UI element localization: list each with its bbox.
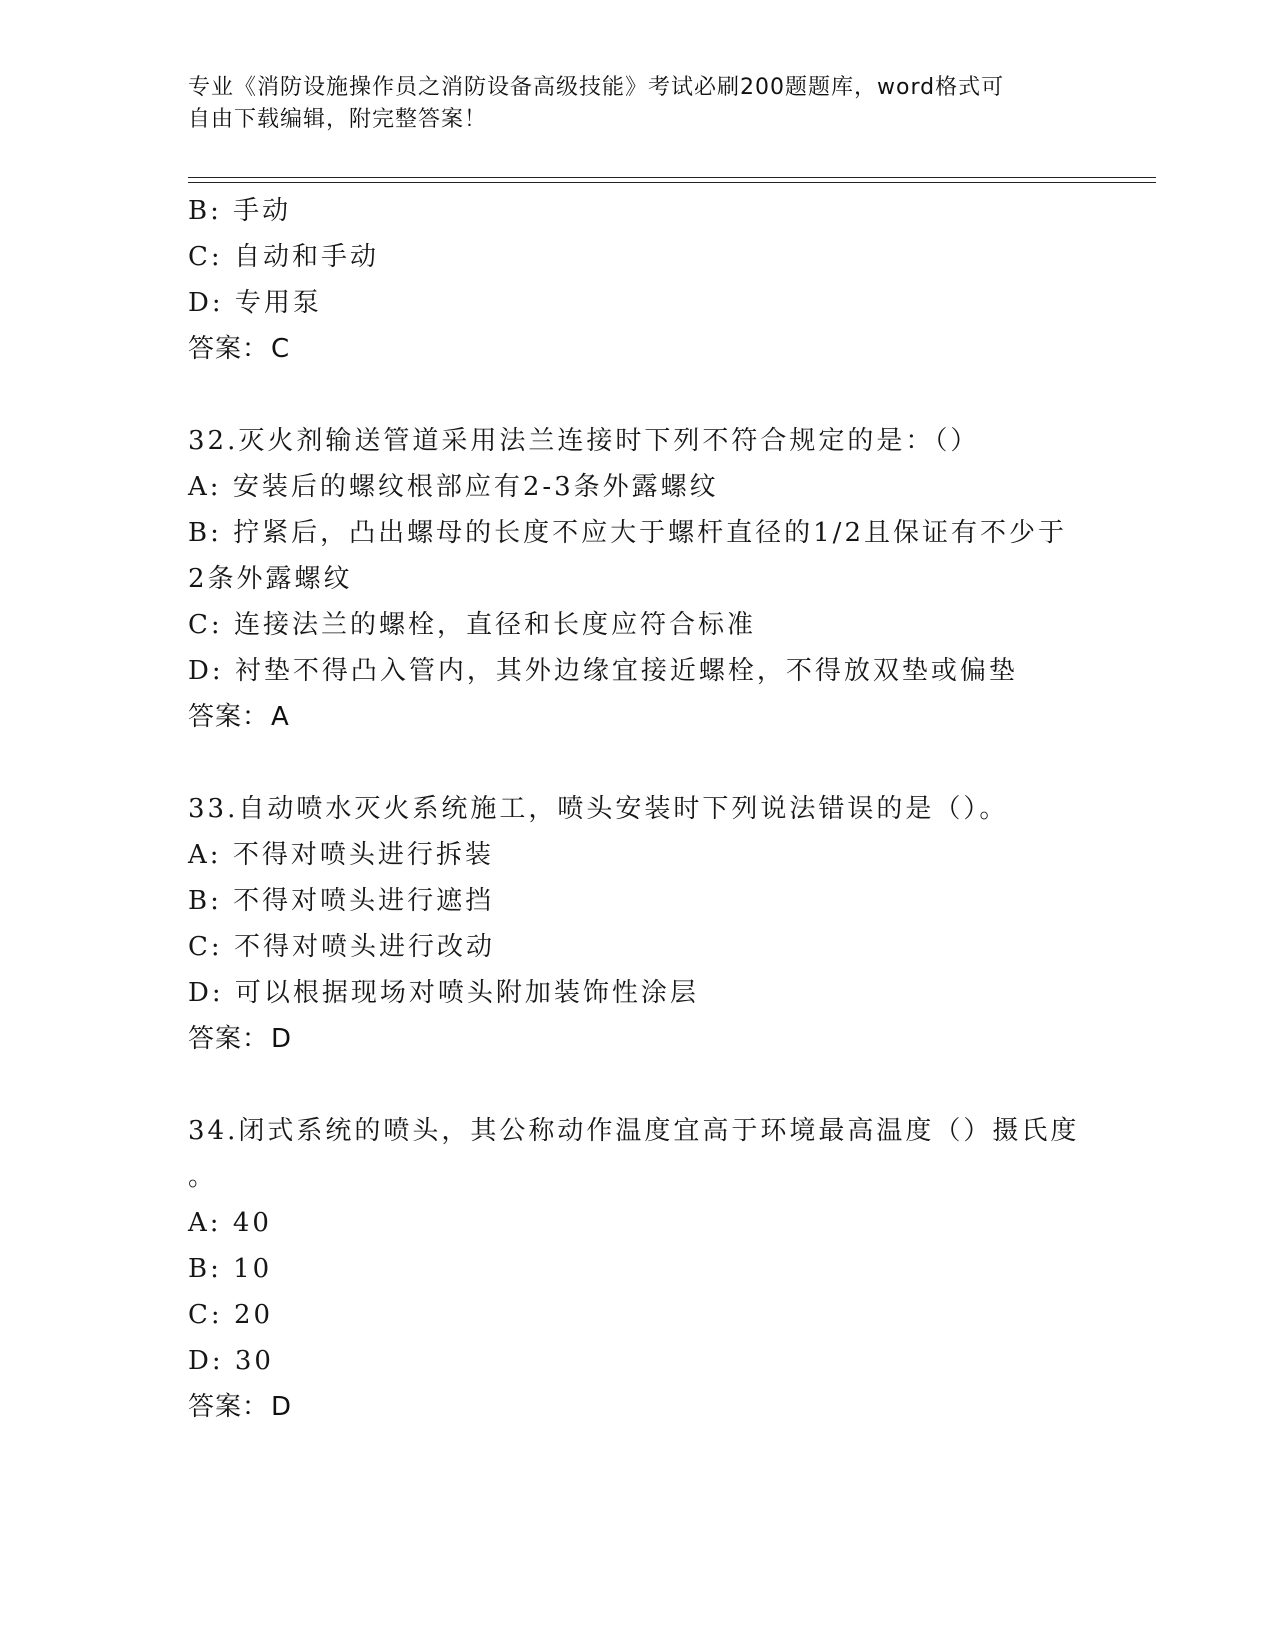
option-line <box>188 464 1088 510</box>
option-sep: : <box>210 1254 234 1284</box>
option-text: 衬垫不得凸入管内，其外边缘宜接近螺栓，不得放双垫或偏垫 <box>234 656 1018 686</box>
option-key: A <box>188 840 210 870</box>
option-line <box>188 1292 1088 1338</box>
question-33 <box>188 786 1088 1062</box>
question-32 <box>188 418 1088 740</box>
option-text: 不得对喷头进行拆装 <box>232 840 494 870</box>
option-sep: : <box>209 1208 233 1238</box>
option-sep: : <box>211 978 235 1008</box>
option-line <box>188 602 1088 648</box>
option-key: A <box>188 472 210 502</box>
option-line <box>188 878 1088 924</box>
option-text: 不得对喷头进行遮挡 <box>233 886 495 916</box>
option-line <box>188 234 1088 280</box>
header-divider-bottom <box>188 182 1156 183</box>
option-sep: : <box>209 840 233 870</box>
option-line <box>188 510 1088 556</box>
option-sep: : <box>210 610 234 640</box>
question-number: 33. <box>188 794 239 824</box>
option-text: 10 <box>233 1254 273 1284</box>
option-line <box>188 1338 1088 1384</box>
option-sep: : <box>211 288 235 318</box>
option-line <box>188 832 1088 878</box>
question-number: 34. <box>188 1116 239 1146</box>
option-line <box>188 280 1088 326</box>
option-sep: : <box>210 242 234 272</box>
answer-label: 答案： <box>188 1024 270 1054</box>
option-text: 30 <box>234 1346 274 1376</box>
option-text: 40 <box>232 1208 272 1238</box>
answer-value: A <box>271 702 290 732</box>
option-line <box>188 188 1088 234</box>
option-key: C <box>188 610 211 640</box>
option-text: 2条外露螺纹 <box>188 564 353 594</box>
option-sep: : <box>210 518 234 548</box>
option-key: D <box>188 656 212 686</box>
option-key: C <box>188 1300 211 1330</box>
option-text: 手动 <box>233 196 292 226</box>
header-line-2: 自由下载编辑，附完整答案！ <box>188 107 488 132</box>
option-line <box>188 648 1088 694</box>
option-text: 专用泵 <box>234 288 322 318</box>
option-key: B <box>188 518 211 548</box>
answer-label: 答案： <box>188 702 270 732</box>
option-sep: : <box>210 196 234 226</box>
question-text: 闭式系统的喷头，其公称动作温度宜高于环境最高温度（）摄氏度 <box>238 1116 1080 1146</box>
option-key: D <box>188 1346 212 1376</box>
option-sep: : <box>209 472 233 502</box>
header-divider-top <box>188 177 1156 178</box>
question-list <box>188 188 1088 1476</box>
option-text: 连接法兰的螺栓，直径和长度应符合标准 <box>233 610 756 640</box>
option-key: C <box>188 932 211 962</box>
question-stem-continuation: 。 <box>188 1162 218 1192</box>
option-line-wrapped <box>188 556 1088 602</box>
option-sep: : <box>211 656 235 686</box>
answer-line <box>188 326 1088 372</box>
option-line <box>188 1246 1088 1292</box>
document-header <box>188 72 1068 136</box>
question-34 <box>188 1108 1088 1430</box>
option-text: 20 <box>233 1300 274 1330</box>
option-text: 安装后的螺纹根部应有2-3条外露螺纹 <box>232 472 719 502</box>
option-key: B <box>188 1254 211 1284</box>
option-text: 可以根据现场对喷头附加装饰性涂层 <box>234 978 699 1008</box>
answer-label: 答案： <box>188 1392 270 1422</box>
option-key: D <box>188 978 212 1008</box>
question-stem <box>188 786 1088 832</box>
option-sep: : <box>210 886 234 916</box>
question-stem <box>188 418 1088 464</box>
question-text: 自动喷水灭火系统施工，喷头安装时下列说法错误的是（）。 <box>238 794 1009 824</box>
question-stem <box>188 1108 1088 1154</box>
option-sep: : <box>210 932 234 962</box>
option-line <box>188 924 1088 970</box>
answer-value: D <box>271 1392 293 1422</box>
option-sep: : <box>211 1346 235 1376</box>
option-line <box>188 970 1088 1016</box>
option-text: 不得对喷头进行改动 <box>233 932 495 962</box>
answer-line <box>188 694 1088 740</box>
question-text: 灭火剂输送管道采用法兰连接时下列不符合规定的是：（） <box>238 426 980 456</box>
answer-label: 答案： <box>188 334 270 364</box>
header-line-1: 专业《消防设施操作员之消防设备高级技能》考试必刷200题题库，word格式可 <box>188 75 1005 100</box>
answer-line <box>188 1384 1088 1430</box>
answer-value: D <box>271 1024 293 1054</box>
option-key: D <box>188 288 212 318</box>
option-key: A <box>188 1208 210 1238</box>
option-key: B <box>188 886 211 916</box>
answer-line <box>188 1016 1088 1062</box>
option-text: 自动和手动 <box>233 242 379 272</box>
option-line <box>188 1200 1088 1246</box>
option-sep: : <box>210 1300 234 1330</box>
option-text: 拧紧后，凸出螺母的长度不应大于螺杆直径的1/2且保证有不少于 <box>233 518 1067 548</box>
answer-value: C <box>271 334 291 364</box>
question-continuation <box>188 188 1088 372</box>
option-key: C <box>188 242 211 272</box>
question-number: 32. <box>188 426 239 456</box>
option-key: B <box>188 196 211 226</box>
